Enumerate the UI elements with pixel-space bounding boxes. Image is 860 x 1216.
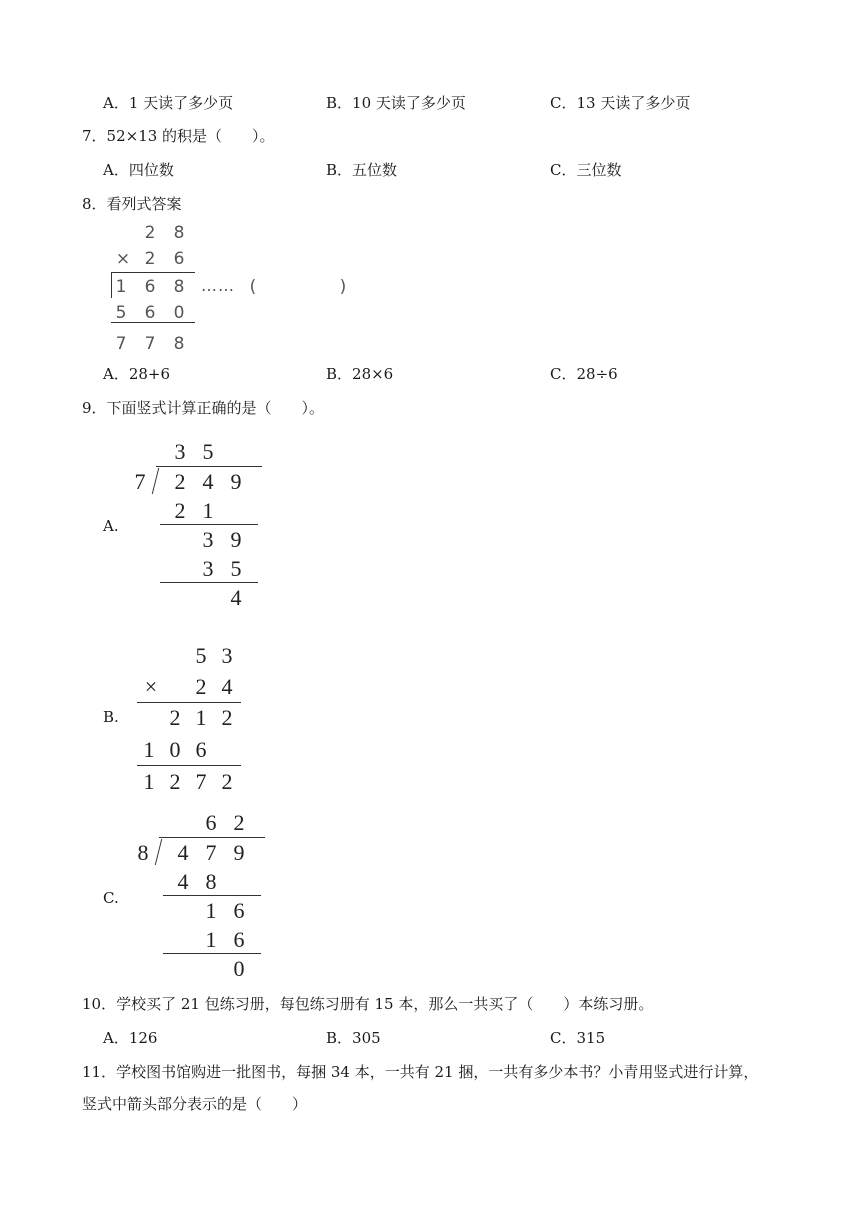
digit: 3	[174, 439, 186, 464]
rule	[137, 765, 241, 766]
digit: 0	[173, 303, 185, 323]
rule	[111, 272, 112, 298]
q10-option-c: C．315	[550, 1029, 606, 1047]
digit: 6	[195, 737, 207, 762]
digit: 6	[233, 898, 245, 923]
digit: 7	[134, 469, 146, 494]
question-11-line-2: 竖式中箭头部分表示的是（ ）	[82, 1095, 308, 1113]
q8-vertical-multiplication	[105, 222, 365, 357]
q9-option-c-division	[133, 809, 273, 984]
digit: 6	[233, 927, 245, 952]
rule	[137, 702, 241, 703]
digit: 7	[115, 334, 127, 354]
rule	[163, 953, 261, 954]
digit: 0	[233, 956, 245, 981]
digit: 3	[202, 556, 214, 581]
q9-option-a-label: A.	[103, 517, 119, 535]
q7-option-b: B．五位数	[326, 161, 398, 179]
digit: 2	[169, 705, 181, 730]
rule	[159, 837, 265, 838]
digit: 1	[143, 737, 155, 762]
digit: 7	[205, 840, 217, 865]
question-9: 9．下面竖式计算正确的是（ ）。	[82, 399, 325, 417]
digit: 8	[137, 840, 149, 865]
digit: 8	[173, 223, 185, 243]
digit: 4	[177, 840, 189, 865]
ellipsis: ……	[201, 276, 235, 295]
digit: 1	[205, 927, 217, 952]
bracket-close: )	[339, 277, 347, 297]
digit: 2	[169, 769, 181, 794]
q8-option-c: C．28÷6	[550, 365, 618, 383]
multiply-sign: ×	[115, 249, 131, 269]
digit: 6	[173, 249, 185, 269]
digit: 7	[144, 334, 156, 354]
question-10: 10．学校买了 21 包练习册，每包练习册有 15 本，那么一共买了（ ）本练习册。	[82, 995, 654, 1013]
digit: 0	[169, 737, 181, 762]
digit: 2	[195, 674, 207, 699]
option-b: B．10 天读了多少页	[326, 94, 466, 112]
digit: 9	[230, 527, 242, 552]
rule	[160, 582, 258, 583]
digit: 2	[221, 705, 233, 730]
digit: 2	[174, 498, 186, 523]
q8-option-a: A．28+6	[103, 365, 171, 383]
bracket-open: (	[249, 277, 257, 297]
digit: 2	[233, 810, 245, 835]
option-a: A．1 天读了多少页	[103, 94, 234, 112]
q9-option-a-division	[130, 438, 270, 613]
rule	[111, 272, 195, 273]
rule	[160, 524, 258, 525]
digit: 1	[143, 769, 155, 794]
digit: 8	[173, 334, 185, 354]
digit: 6	[205, 810, 217, 835]
rule	[163, 895, 261, 896]
rule	[111, 322, 195, 323]
digit: 4	[177, 869, 189, 894]
digit: 5	[195, 643, 207, 668]
digit: 1	[205, 898, 217, 923]
q9-option-c-label: C.	[103, 889, 119, 907]
digit: 8	[173, 277, 185, 297]
digit: 8	[205, 869, 217, 894]
q9-option-b-multiplication	[135, 642, 255, 797]
digit: 1	[115, 277, 127, 297]
multiply-sign: ×	[144, 674, 158, 699]
option-c: C．13 天读了多少页	[550, 94, 691, 112]
digit: 3	[202, 527, 214, 552]
digit: 9	[233, 840, 245, 865]
digit: 5	[115, 303, 127, 323]
digit: 5	[202, 439, 214, 464]
rule	[156, 466, 262, 467]
digit: 2	[144, 249, 156, 269]
q8-option-b: B．28×6	[326, 365, 394, 383]
question-11-line-1: 11．学校图书馆购进一批图书，每捆 34 本，一共有 21 捆，一共有多少本书？小青用竖式进行计算，	[82, 1063, 759, 1081]
q9-option-b-label: B.	[103, 708, 119, 726]
digit: 3	[221, 643, 233, 668]
digit: 1	[195, 705, 207, 730]
digit: 2	[174, 469, 186, 494]
digit: 6	[144, 277, 156, 297]
q7-option-a: A．四位数	[103, 161, 174, 179]
division-bracket	[155, 839, 162, 865]
q10-option-b: B．305	[326, 1029, 381, 1047]
q10-option-a: A．126	[103, 1029, 158, 1047]
question-7: 7．52×13 的积是（ ）。	[82, 127, 275, 145]
division-bracket	[152, 468, 159, 494]
digit: 1	[202, 498, 214, 523]
question-8: 8．看列式答案	[82, 195, 182, 213]
digit: 7	[195, 769, 207, 794]
digit: 5	[230, 556, 242, 581]
digit: 4	[221, 674, 233, 699]
digit: 2	[144, 223, 156, 243]
digit: 4	[202, 469, 214, 494]
digit: 2	[221, 769, 233, 794]
q7-option-c: C．三位数	[550, 161, 622, 179]
digit: 9	[230, 469, 242, 494]
digit: 6	[144, 303, 156, 323]
digit: 4	[230, 585, 242, 610]
